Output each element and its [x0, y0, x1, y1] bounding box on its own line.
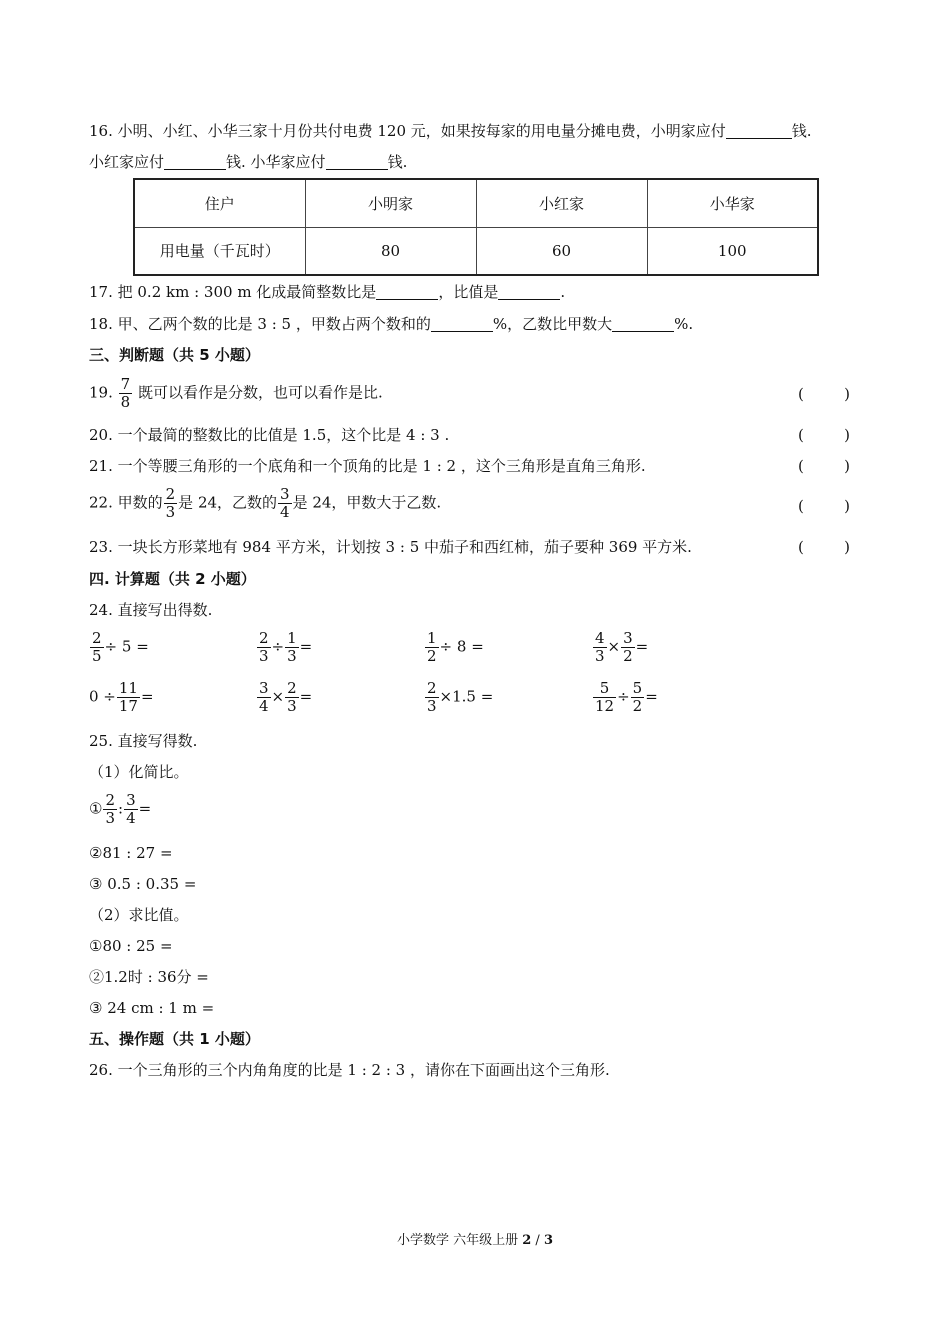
ratio-item: ②1.2时 : 36分 =: [89, 968, 209, 986]
calc-expression: $\frac{2}{3}$ ÷ $\frac{1}{3}$ =: [259, 629, 313, 665]
table-header-cell: 住户: [134, 179, 305, 227]
section-heading-calculation: 四. 计算题（共 2 小题）: [89, 570, 256, 588]
table-row: [134, 227, 818, 275]
table-header-cell: 小华家: [647, 179, 818, 227]
ratio-item: ③ 0.5 : 0.35 =: [89, 875, 197, 893]
question-21: 21. 一个等腰三角形的一个底角和一个顶角的比是 1 : 2 ，这个三角形是直角三角形.: [89, 457, 646, 475]
question-17: 17. 把 0.2 km : 300 m 化成最简整数比是 ，比值是 .: [89, 283, 566, 301]
section-heading-operation: 五、操作题（共 1 小题）: [89, 1030, 260, 1048]
fraction: $\frac{2}{3}$: [165, 485, 176, 521]
table-header-row: [134, 179, 818, 227]
calc-expression: $\frac{3}{4}$ × $\frac{2}{3}$ =: [259, 679, 313, 715]
answer-blank[interactable]: [612, 317, 674, 332]
answer-blank[interactable]: [726, 124, 792, 139]
answer-blank[interactable]: [164, 155, 226, 170]
question-20: 20. 一个最简的整数比的比值是 1.5，这个比是 4 : 3 .: [89, 426, 450, 444]
ratio-item: ③ 24 cm : 1 m =: [89, 999, 215, 1017]
question-18: 18. 甲、乙两个数的比是 3 : 5 ，甲数占两个数和的 %，乙数比甲数大 %.: [89, 315, 694, 333]
table-header-cell: 小明家: [305, 179, 476, 227]
question-25-title: 25. 直接写得数.: [89, 732, 198, 750]
fraction: $\frac{7}{8}$: [120, 375, 131, 411]
ratio-item: ①80 : 25 =: [89, 937, 173, 955]
ratio-item: ②81 : 27 =: [89, 844, 173, 862]
answer-blank[interactable]: [376, 285, 438, 300]
table-header-cell: 小红家: [476, 179, 647, 227]
section-heading-judgement: 三、判断题（共 5 小题）: [89, 346, 260, 364]
question-24-title: 24. 直接写出得数.: [89, 601, 213, 619]
answer-blank[interactable]: [498, 285, 560, 300]
question-16-line1: 16. 小明、小红、小华三家十月份共付电费 120 元，如果按每家的用电量分摊电费，小明家应付 钱.: [89, 122, 812, 140]
table-cell: 100: [647, 227, 818, 275]
question-16-line2: 小红家应付 钱. 小华家应付 钱.: [89, 153, 408, 171]
calc-expression: 0 ÷ $\frac{11}{17}$ =: [89, 679, 154, 715]
table-row-label: 用电量（千瓦时）: [134, 227, 305, 275]
question-22: 22. 甲数的 $\frac{2}{3}$ 是 24，乙数的 $\frac{3}{4}$ 是 24，甲数大于乙数.: [89, 485, 442, 521]
page-footer: 小学数学 六年级上册 2 / 3: [396, 1233, 553, 1248]
calc-expression: $\frac{5}{12}$ ÷ $\frac{5}{2}$ =: [595, 679, 658, 715]
page-number: 2: [522, 1233, 532, 1248]
calc-expression: $\frac{1}{2}$ ÷ 8 =: [427, 629, 484, 665]
question-25-part1: （1）化简比。: [89, 763, 189, 781]
question-19: 19. $\frac{7}{8}$ 既可以看作是分数，也可以看作是比.: [89, 375, 383, 411]
ratio-item: ① $\frac{2}{3}$ : $\frac{3}{4}$ =: [89, 791, 152, 827]
fraction: $\frac{3}{4}$: [280, 485, 290, 521]
table-cell: 80: [305, 227, 476, 275]
question-23: 23. 一块长方形菜地有 984 平方米，计划按 3 : 5 中茄子和西红柿，茄子要种 369 平方米.: [89, 538, 692, 556]
calc-expression: $\frac{2}{5}$ ÷ 5 =: [92, 629, 149, 665]
answer-blank[interactable]: [326, 155, 388, 170]
page-total: 3: [543, 1233, 553, 1248]
calc-expression: $\frac{2}{3}$ ×1.5 =: [427, 679, 494, 715]
electricity-usage-table: [133, 178, 819, 276]
question-26: 26. 一个三角形的三个内角角度的比是 1 : 2 : 3 ，请你在下面画出这个三角形.: [89, 1061, 610, 1079]
answer-blank[interactable]: [431, 317, 493, 332]
table-cell: 60: [476, 227, 647, 275]
calc-expression: $\frac{4}{3}$ × $\frac{3}{2}$ =: [595, 629, 649, 665]
question-25-part2: （2）求比值。: [89, 906, 189, 924]
